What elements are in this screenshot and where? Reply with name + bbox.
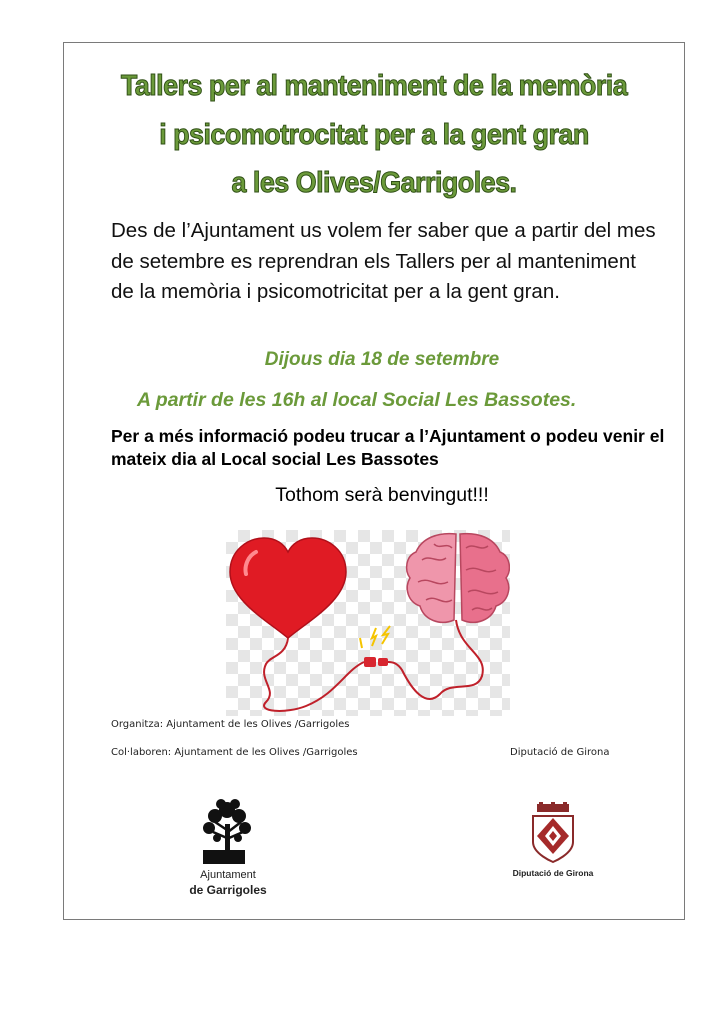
garrigoles-logo-line1: Ajuntament <box>200 869 256 881</box>
diputacio-credit: Diputació de Girona <box>510 747 610 758</box>
heart-icon <box>230 538 346 638</box>
title-line-2: i psicomotrocitat per a la gent gran <box>159 119 589 151</box>
ajuntament-garrigoles-logo <box>183 796 273 901</box>
tree-icon <box>183 796 273 866</box>
garrigoles-logo-line2: de Garrigoles <box>189 883 267 897</box>
heart-brain-plug-icon <box>226 530 510 716</box>
organizer-credit: Organitza: Ajuntament de les Olives /Garrigoles <box>111 719 350 730</box>
title-line-3: a les Olives/Garrigoles. <box>231 167 517 199</box>
heart-brain-illustration <box>226 530 510 716</box>
welcome-text: Tothom serà benvingut!!! <box>275 484 489 506</box>
collaborators-credit: Col·laboren: Ajuntament de les Olives /Garrigoles <box>111 747 358 758</box>
girona-logo-label: Diputació de Girona <box>512 868 594 878</box>
event-place: A partir de les 16h al local Social Les Bassotes. <box>137 389 577 411</box>
brain-icon <box>407 534 510 623</box>
info-paragraph: Per a més informació podeu trucar a l’Ajuntament o podeu venir el mateix dia al Local social Les Bassotes <box>111 426 665 469</box>
diputacio-girona-logo <box>503 802 603 882</box>
title-line-1: Tallers per al manteniment de la memòria <box>120 70 628 102</box>
intro-paragraph: Des de l’Ajuntament us volem fer saber que a partir del mes de setembre es reprendran els Tallers per al manteniment de la memòria i psicomotricitat per a la gent gran. <box>111 219 656 303</box>
coat-of-arms-icon <box>503 802 603 866</box>
event-date: Dijous dia 18 de setembre <box>264 349 500 370</box>
